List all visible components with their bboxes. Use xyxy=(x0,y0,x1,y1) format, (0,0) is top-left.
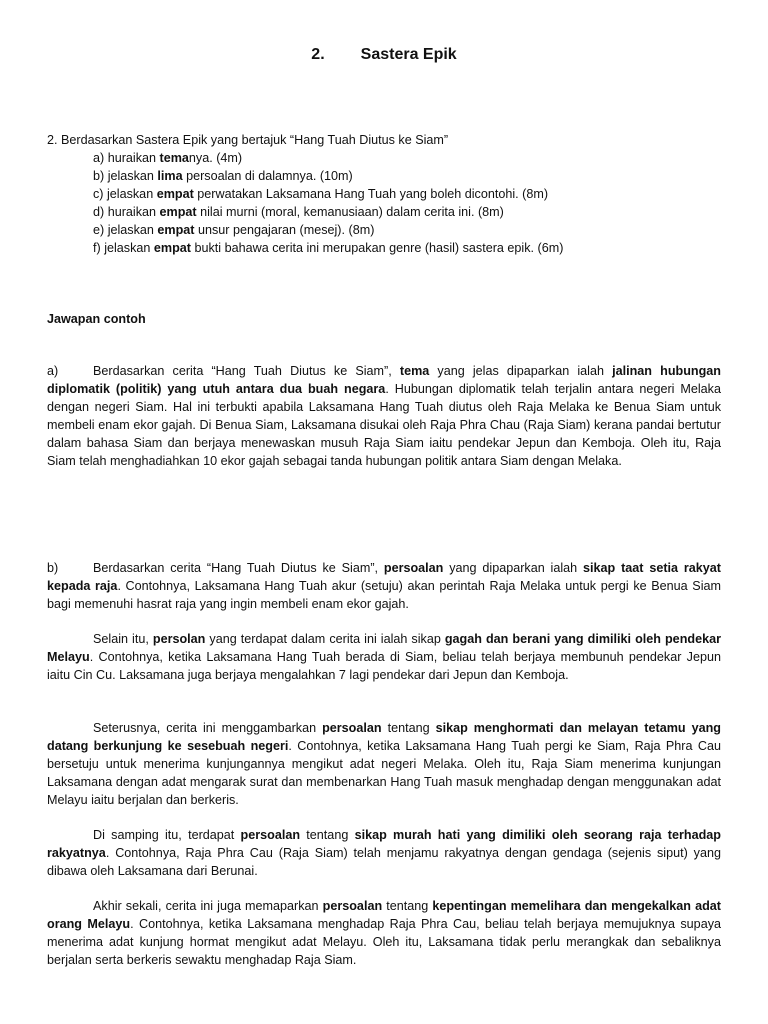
answer-a xyxy=(47,362,721,470)
emphasis-text: lima xyxy=(157,169,183,183)
question-item: f) jelaskan empat bukti bahawa cerita ini merupakan genre (hasil) sastera epik. (6m) xyxy=(93,241,564,255)
answer-b xyxy=(47,559,721,613)
question-item: c) jelaskan empat perwatakan Laksamana Hang Tuah yang boleh dicontohi. (8m) xyxy=(93,187,549,201)
question-item: d) huraikan empat nilai murni (moral, kemanusiaan) dalam cerita ini. (8m) xyxy=(93,205,504,219)
answer-a-label: a) xyxy=(47,364,59,378)
answer-b-paragraph xyxy=(47,559,721,613)
emphasis-text: persolan xyxy=(152,632,206,646)
answer-b-paragraph: Selain itu, persolan yang terdapat dalam cerita ini ialah sikap gagah dan berani yang dimiliki oleh pendekar Melayu. Contohnya, ketika Laksamana Hang Tuah berada di Siam, beliau telah berjaya membunuh pendekar Jepun iaitu Cin Cu. Laksamana juga berjaya mengalahkan 7 lagi pendekar dari Jepun dan Kemboja. xyxy=(47,632,721,682)
emphasis-text: jalinan hubungan diplomatik (politik) yang utuh antara dua buah negara xyxy=(47,364,721,396)
emphasis-text: gagah dan berani yang dimiliki oleh pendekar Melayu xyxy=(47,632,721,664)
question-item: a) huraikan temanya. (4m) xyxy=(93,151,243,165)
emphasis-text: empat xyxy=(159,205,197,219)
question-block xyxy=(47,131,721,257)
emphasis-text: tema xyxy=(159,151,189,165)
question-stem: 2. Berdasarkan Sastera Epik yang bertajuk “Hang Tuah Diutus ke Siam” xyxy=(47,133,449,147)
emphasis-text: persoalan xyxy=(322,721,382,735)
answer-a-text: Berdasarkan cerita “Hang Tuah Diutus ke Siam”, tema yang jelas dipaparkan ialah jalinan hubungan diplomatik (politik) yang utuh antara dua buah negara. Hubungan diplomatik telah terjalin antara negeri Melaka dengan negeri Siam. Hal ini terbukti apabila Laksamana Hang Tuah diutus oleh Raja Melaka ke Benua Siam untuk membeli enam ekor gajah. Di Benua Siam, Laksamana disukai oleh Raja Phra Chau (Raja Siam) kerana pandai bertutur dalam bahasa Siam dan berjaya menewaskan musuh Raja Siam iaitu pendekar Jepun dan Kemboja. Oleh itu, Raja Siam telah menghadiahkan 10 ekor gajah sebagai tanda hubungan politik antara Siam dengan Melaka. xyxy=(47,364,721,468)
answer-b-point-4 xyxy=(47,826,721,880)
emphasis-text: kepentingan memelihara dan mengekalkan adat orang Melayu xyxy=(47,899,721,931)
page-title xyxy=(0,46,768,64)
answer-heading: Jawapan contoh xyxy=(47,312,146,326)
emphasis-text: persoalan xyxy=(322,899,383,913)
question-item: e) jelaskan empat unsur pengajaran (mesej). (8m) xyxy=(93,223,375,237)
section-number: 2. xyxy=(311,46,325,63)
emphasis-text: sikap taat setia rakyat kepada raja xyxy=(47,561,722,593)
emphasis-text: sikap murah hati yang dimiliki oleh seorang raja terhadap rakyatnya xyxy=(47,828,721,860)
answer-b-paragraph: Seterusnya, cerita ini menggambarkan persoalan tentang sikap menghormati dan melayan tetamu yang datang berkunjung ke sesebuah negeri. Contohnya, ketika Laksamana Hang Tuah pergi ke Siam, Raja Phra Cau bersetuju untuk menerima kunjungannya mengikut adat negeri Melaka. Oleh itu, Raja Siam menerima kunjungan Laksamana dengan adat mengarak surat dan membenarkan Hang Tuah masuk menghadap dengan menggunakan adat Melayu iaitu berjalan dan berkeris. xyxy=(47,721,721,807)
emphasis-text: persoalan xyxy=(383,561,444,575)
emphasis-text: persoalan xyxy=(240,828,301,842)
answer-b-point-2 xyxy=(47,630,721,684)
answer-b-point-3 xyxy=(47,719,721,809)
answer-b-paragraph: Di samping itu, terdapat persoalan tentang sikap murah hati yang dimiliki oleh seorang raja terhadap rakyatnya. Contohnya, Raja Phra Cau (Raja Siam) telah menjamu rakyatnya dengan gendaga (sejenis siput) yang dibawa oleh Laksamana dari Berunai. xyxy=(47,828,721,878)
answer-b-text: Berdasarkan cerita “Hang Tuah Diutus ke Siam”, persoalan yang dipaparkan ialah sikap taat setia rakyat kepada raja. Contohnya, Laksamana Hang Tuah akur (setuju) akan perintah Raja Melaka untuk pergi ke Benua Siam bagi memenuhi hasrat raja yang ingin membeli enam ekor gajah. xyxy=(47,561,722,611)
answer-b-label: b) xyxy=(47,561,59,575)
question-item: b) jelaskan lima persoalan di dalamnya. (10m) xyxy=(93,169,353,183)
section-title: Sastera Epik xyxy=(360,46,457,63)
answer-b-point-5 xyxy=(47,897,721,969)
emphasis-text: tema xyxy=(399,364,430,378)
question-list xyxy=(47,149,721,257)
answer-a-paragraph xyxy=(47,362,721,470)
emphasis-text: empat xyxy=(153,241,191,255)
emphasis-text: empat xyxy=(157,223,195,237)
emphasis-text: empat xyxy=(156,187,194,201)
answer-b-paragraph: Akhir sekali, cerita ini juga memaparkan persoalan tentang kepentingan memelihara dan mengekalkan adat orang Melayu. Contohnya, ketika Laksamana menghadap Raja Phra Cau, beliau telah berjaya memujuknya supaya menerima adat kunjung hormat mengikut adat Melayu. Oleh itu, Laksamana tidak perlu merangkak dan sebaliknya berjalan serta berkeris sewaktu menghadap Raja Siam. xyxy=(47,899,721,967)
emphasis-text: sikap menghormati dan melayan tetamu yang datang berkunjung ke sesebuah negeri xyxy=(47,721,721,753)
